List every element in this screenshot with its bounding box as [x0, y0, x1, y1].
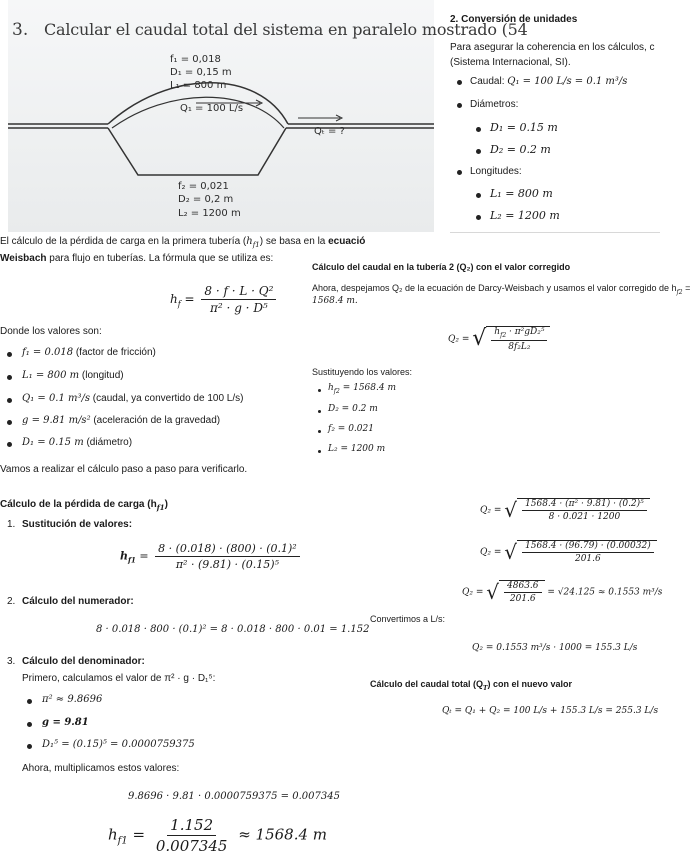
bullet-dot: [7, 442, 12, 447]
intro-text: para flujo en tuberías. La fórmula que se utiliza es:: [46, 253, 274, 264]
caudal-expr: Q₁ = 100 L/s = 0.1 m³/s: [507, 76, 628, 87]
subst-hf2: [328, 383, 396, 395]
q2-calc-step3: Q₂ = √ $\frac{4863.6}{201.6}$ = √24.125 ≈ 0.1553 m³/s: [462, 580, 663, 604]
formula-lhs: h: [170, 292, 178, 306]
diameter-d2: D₂ = 0.2 m: [490, 143, 551, 156]
final-denominator: 0.007345: [155, 837, 228, 855]
q2-text: Ahora, despejamos Q₂ de la ecuación de Darcy-Weisbach y usamos el valor corregido de h: [312, 283, 677, 293]
bullet-dot: [476, 149, 481, 154]
bullet-dot: [7, 352, 12, 357]
value-note: (longitud): [79, 370, 124, 381]
pipe2-f: f₂ = 0,021: [178, 181, 229, 192]
step3-d1-fifth: D₁⁵ = (0.15)⁵ = 0.0000759375: [42, 739, 195, 750]
step2-formula: 8 · 0.018 · 800 · (0.1)² = 8 · 0.018 · 800 · 0.01 = 1.152: [96, 624, 370, 635]
final-hf1-result: $h_{f1}$ = $\frac{1.152}{0.007345}$ ≈ 1568.4 m: [108, 816, 328, 855]
pipe2-l: L₂ = 1200 m: [178, 208, 241, 219]
calc3-result: = √24.125 ≈ 0.1553 m³/s: [547, 587, 663, 598]
total-flow-label: Qₜ = ?: [314, 126, 345, 137]
problem-number: 3.: [12, 20, 29, 40]
q2-heading: Cálculo del caudal en la tubería 2 (Q₂) con el valor corregido: [312, 262, 571, 272]
q2-lhs: Q₂ =: [480, 547, 502, 558]
total-heading-sub: T: [483, 684, 488, 692]
value-q1: [22, 393, 243, 404]
calc3-denominator: 201.6: [509, 594, 536, 604]
conversion-caudal: [470, 76, 627, 87]
bullet-dot: [318, 430, 321, 433]
calc-heading-sub: f1: [156, 503, 165, 512]
q2-text-line2: 1568.4 m.: [312, 296, 358, 306]
q2-formula: Q₂ = √ $\frac{h_{f2} \cdot \pi^2gD_2^5}{\text{8f₂L₂}}$: [448, 326, 550, 352]
bullet-dot: [476, 215, 481, 220]
calc3-numerator: 4863.6: [504, 581, 542, 593]
intro-bold: Weisbach: [0, 253, 47, 264]
problem-title: Calcular el caudal total del sistema en paralelo mostrado (54: [44, 20, 528, 39]
convert-expr: Q₂ = 0.1553 m³/s · 1000 = 155.3 L/s: [472, 643, 638, 653]
value-note: (caudal, ya convertido de 100 L/s): [90, 393, 244, 404]
conversion-intro-line2: (Sistema Internacional, SI).: [450, 57, 571, 68]
step2-label: Cálculo del numerador:: [22, 596, 134, 607]
value-expr: Q₁ = 0.1 m³/s: [22, 393, 91, 404]
hf1-intro-line1: [0, 236, 365, 249]
bullet-dot: [7, 375, 12, 380]
q2-lhs: Q₂ =: [462, 587, 484, 598]
total-heading-end: ) con el nuevo valor: [487, 679, 573, 689]
bullet-dot: [476, 193, 481, 198]
bullet-dot: [27, 699, 32, 704]
value-g: [22, 415, 220, 426]
intro-text: El cálculo de la pérdida de carga en la primera tubería (: [0, 236, 247, 247]
value-expr: D₁ = 0.15 m: [22, 437, 84, 448]
lengths-label: Longitudes:: [470, 166, 522, 177]
step1-formula: $h_{f1}$ = $\frac{\text{8 · (0.018) · (800) · (0.1)²}}{\text{π² · (9.81) · (0.15)⁵}}$: [120, 542, 303, 571]
q2-text-sub: f2: [676, 288, 683, 296]
diameter-d1: D₁ = 0.15 m: [490, 121, 558, 134]
total-heading-text: Cálculo del caudal total (Q: [370, 679, 484, 689]
step3-pi-squared: π² ≈ 9.8696: [42, 694, 103, 705]
calc2-denominator: 201.6: [574, 554, 601, 564]
subst-d2: D₂ = 0.2 m: [328, 404, 378, 414]
subst-hf2-symbol: h: [328, 383, 334, 393]
final-numerator: 1.152: [167, 816, 216, 836]
step3-number: 3.: [7, 656, 16, 667]
calc1-denominator: 8 · 0.021 · 1200: [548, 512, 621, 522]
value-note: (aceleración de la gravedad): [90, 415, 221, 426]
intro-text: ) se basa en la: [259, 236, 329, 247]
total-heading: [370, 679, 572, 692]
q2-text-end: =: [682, 283, 690, 293]
formula-denominator: π² · g · D⁵: [210, 301, 268, 315]
pipe1-flow-label: Q₁ = 100 L/s: [180, 103, 244, 114]
length-l1: L₁ = 800 m: [490, 187, 553, 200]
step3-g: g = 9.81: [42, 717, 89, 728]
section-divider: [450, 232, 660, 233]
q2-text-line1: [312, 283, 690, 296]
value-l1: [22, 370, 124, 381]
value-f1: [22, 347, 156, 358]
subst-hf2-value: = 1568.4 m: [339, 383, 396, 393]
convert-label: Convertimos a L/s:: [370, 614, 446, 624]
value-d1: [22, 437, 132, 448]
darcy-weisbach-formula: $h_f$ = $\frac{\text{8 · f · L · Q²}}{\text{π² · g · D⁵}}$: [170, 284, 279, 315]
calc-heading-text: Cálculo de la pérdida de carga (h: [0, 499, 157, 510]
step3-product: 9.8696 · 9.81 · 0.0000759375 = 0.007345: [128, 791, 340, 802]
step3-intro: Primero, calculamos el valor de π² · g · D₁⁵:: [22, 673, 216, 684]
final-value: ≈ 1568.4 m: [238, 825, 328, 844]
step-text: Vamos a realizar el cálculo paso a paso para verificarlo.: [0, 464, 248, 475]
calc-heading: [0, 499, 168, 512]
pipe1-l: L₁ = 800 m: [170, 80, 227, 91]
q2-lhs: Q₂ =: [448, 334, 470, 345]
bullet-dot: [457, 170, 462, 175]
caudal-label: Caudal:: [470, 76, 505, 87]
hf1-subscript: f1: [252, 241, 260, 249]
diameters-label: Diámetros:: [470, 99, 519, 110]
pipe2-d: D₂ = 0,2 m: [178, 194, 234, 205]
bullet-dot: [476, 127, 481, 132]
value-expr: L₁ = 800 m: [22, 370, 80, 381]
intro-bold: ecuació: [328, 236, 366, 247]
calc-heading-end: ): [164, 499, 168, 510]
q2-formula-den: 8f₂L₂: [508, 341, 531, 352]
hf1-intro-line2: [0, 253, 273, 264]
step1-denominator: π² · (9.81) · (0.15)⁵: [175, 558, 279, 571]
step1-number: 1.: [7, 519, 16, 530]
conversion-intro-line1: Para asegurar la coherencia en los cálculos, c: [450, 42, 655, 53]
bullet-dot: [318, 450, 321, 453]
value-expr: g = 9.81 m/s²: [22, 415, 91, 426]
substitution-label: Sustituyendo los valores:: [312, 367, 413, 377]
q2-calc-step1: Q₂ = √ $\frac{\text{1568.4 · (π² · 9.81) · (0.2)⁵}}{8 \cdot 0.021 \cdot 1200}$: [480, 498, 650, 522]
pipe1-d: D₁ = 0,15 m: [170, 67, 232, 78]
bullet-dot: [457, 103, 462, 108]
step3-multiply-text: Ahora, multiplicamos estos valores:: [22, 763, 180, 774]
subst-f2: f₂ = 0.021: [328, 424, 374, 434]
pipe1-f: f₁ = 0,018: [170, 54, 221, 65]
subst-l2: L₂ = 1200 m: [328, 444, 386, 454]
formula-numerator: 8 · f · L · Q²: [201, 284, 276, 300]
bullet-dot: [7, 420, 12, 425]
subst-hf2-sub: f2: [333, 387, 340, 395]
value-note: (diámetro): [83, 437, 133, 448]
value-note: (factor de fricción): [73, 347, 156, 358]
step1-label: Sustitución de valores:: [22, 519, 133, 530]
q2-calc-step2: Q₂ = √ $\frac{1568.4 \cdot (96.79) \cdot (0.00032)}{201.6}$: [480, 540, 657, 564]
hf1-symbol: h: [246, 236, 253, 247]
bullet-dot: [7, 398, 12, 403]
bullet-dot: [457, 80, 462, 85]
calc1-numerator: 1568.4 · (π² · 9.81) · (0.2)⁵: [522, 499, 647, 511]
values-intro: Donde los valores son:: [0, 326, 102, 337]
length-l2: L₂ = 1200 m: [490, 209, 560, 222]
bullet-dot: [318, 389, 321, 392]
q2-formula-num-rest: · π²gD₂⁵: [506, 327, 545, 337]
bullet-dot: [27, 744, 32, 749]
q2-formula-num: h: [494, 327, 501, 337]
conversion-heading: 2. Conversión de unidades: [450, 14, 578, 25]
step3-label: Cálculo del denominador:: [22, 656, 145, 667]
total-expr: Qₜ = Q₁ + Q₂ = 100 L/s + 155.3 L/s = 255.3 L/s: [442, 706, 659, 716]
bullet-dot: [27, 722, 32, 727]
value-expr: f₁ = 0.018: [22, 347, 74, 358]
calc2-numerator: 1568.4 · (96.79) · (0.00032): [522, 541, 654, 553]
step2-number: 2.: [7, 596, 16, 607]
q2-lhs: Q₂ =: [480, 505, 502, 516]
step1-numerator: 8 · (0.018) · (800) · (0.1)²: [155, 542, 300, 557]
bullet-dot: [318, 410, 321, 413]
